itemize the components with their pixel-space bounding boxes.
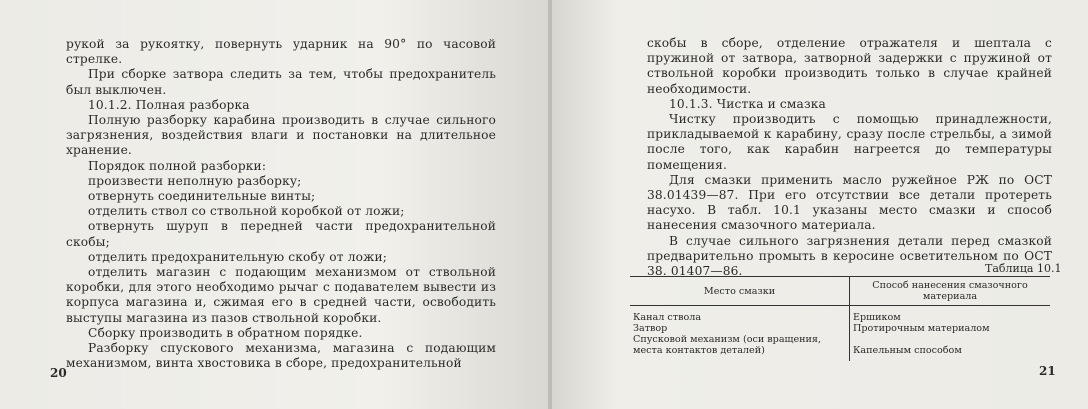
- table-caption: Таблица 10.1: [985, 262, 1062, 275]
- table-row: [630, 323, 1050, 334]
- table-header-row: [630, 277, 1050, 306]
- list-item: отвернуть соединительные винты;: [88, 189, 316, 204]
- section-heading: 10.1.3. Чистка и смазка: [669, 96, 826, 111]
- paragraph: При сборке затвора следить за тем, чтобы предохранитель был выключен.: [66, 67, 496, 97]
- paragraph: Для смазки применить масло ружейное РЖ по ОСТ 38.01439—87. При его отсутствии все детали протереть насухо. В табл. 10.1 указаны место смазки и способ нанесения смазочного материала.: [647, 172, 1052, 233]
- right-page-text: [647, 36, 1052, 279]
- table-row: [630, 334, 1050, 361]
- paragraph: скобы в сборе, отделение отражателя и шептала с пружиной от затвора, затворной задержки с пружиной от ствольной коробки производить только в случае крайней необходимости.: [647, 36, 1052, 96]
- table-row: [630, 306, 1050, 324]
- left-page-text: [66, 37, 496, 371]
- table-cell: Затвор: [633, 323, 668, 334]
- paragraph: Порядок полной разборки:: [88, 158, 267, 173]
- table-cell: Ершиком: [850, 306, 1051, 324]
- list-item: отделить ствол со ствольной коробкой от ложи;: [88, 204, 405, 219]
- list-item: произвести неполную разборку;: [88, 173, 302, 188]
- table-cell: Капельным способом: [850, 334, 1051, 361]
- page-number: 21: [1039, 364, 1056, 378]
- list-item: отвернуть шуруп в передней части предохранительной скобы;: [66, 219, 496, 249]
- column-header: Способ нанесения смазочного материала: [850, 277, 1051, 306]
- list-item: отделить магазин с подающим механизмом от ствольной коробки, для этого необходимо рычаг с подавателем вывести из корпуса магазина и, сжимая его в средней части, освободить выступы магазина из пазов ствольной коробки.: [66, 265, 496, 325]
- paragraph: Полную разборку карабина производить в случае сильного загрязнения, воздействия влаги и постановки на длительное хранение.: [66, 113, 496, 158]
- list-item: отделить предохранительную скобу от ложи;: [88, 249, 387, 264]
- paragraph: Сборку производить в обратном порядке.: [88, 325, 363, 340]
- section-heading: 10.1.2. Полная разборка: [88, 97, 250, 112]
- table-cell: Канал ствола: [633, 312, 702, 323]
- paragraph: В случае сильного загрязнения детали перед смазкой предварительно промыть в керосине осветительном по ОСТ 38. 01407—86.: [647, 233, 1052, 279]
- paragraph: рукой за рукоятку, повернуть ударник на 90° по часовой стрелке.: [66, 37, 496, 67]
- paragraph: Чистку производить с помощью принадлежности, прикладываемой к карабину, сразу после стрельбы, а зимой после того, как карабин нагреется до температуры помещения.: [647, 112, 1052, 172]
- column-header: Место смазки: [630, 277, 850, 306]
- table-cell: Протирочным материалом: [850, 323, 1051, 334]
- paragraph: Разборку спускового механизма, магазина с подающим механизмом, винта хвостовика в сборе, предохранительной: [66, 341, 496, 371]
- lubrication-table: [630, 276, 1050, 361]
- table-cell: Спусковой механизм (оси вращения, места контактов деталей): [633, 334, 822, 356]
- right-page: [552, 0, 1088, 409]
- page-number: 20: [50, 366, 67, 380]
